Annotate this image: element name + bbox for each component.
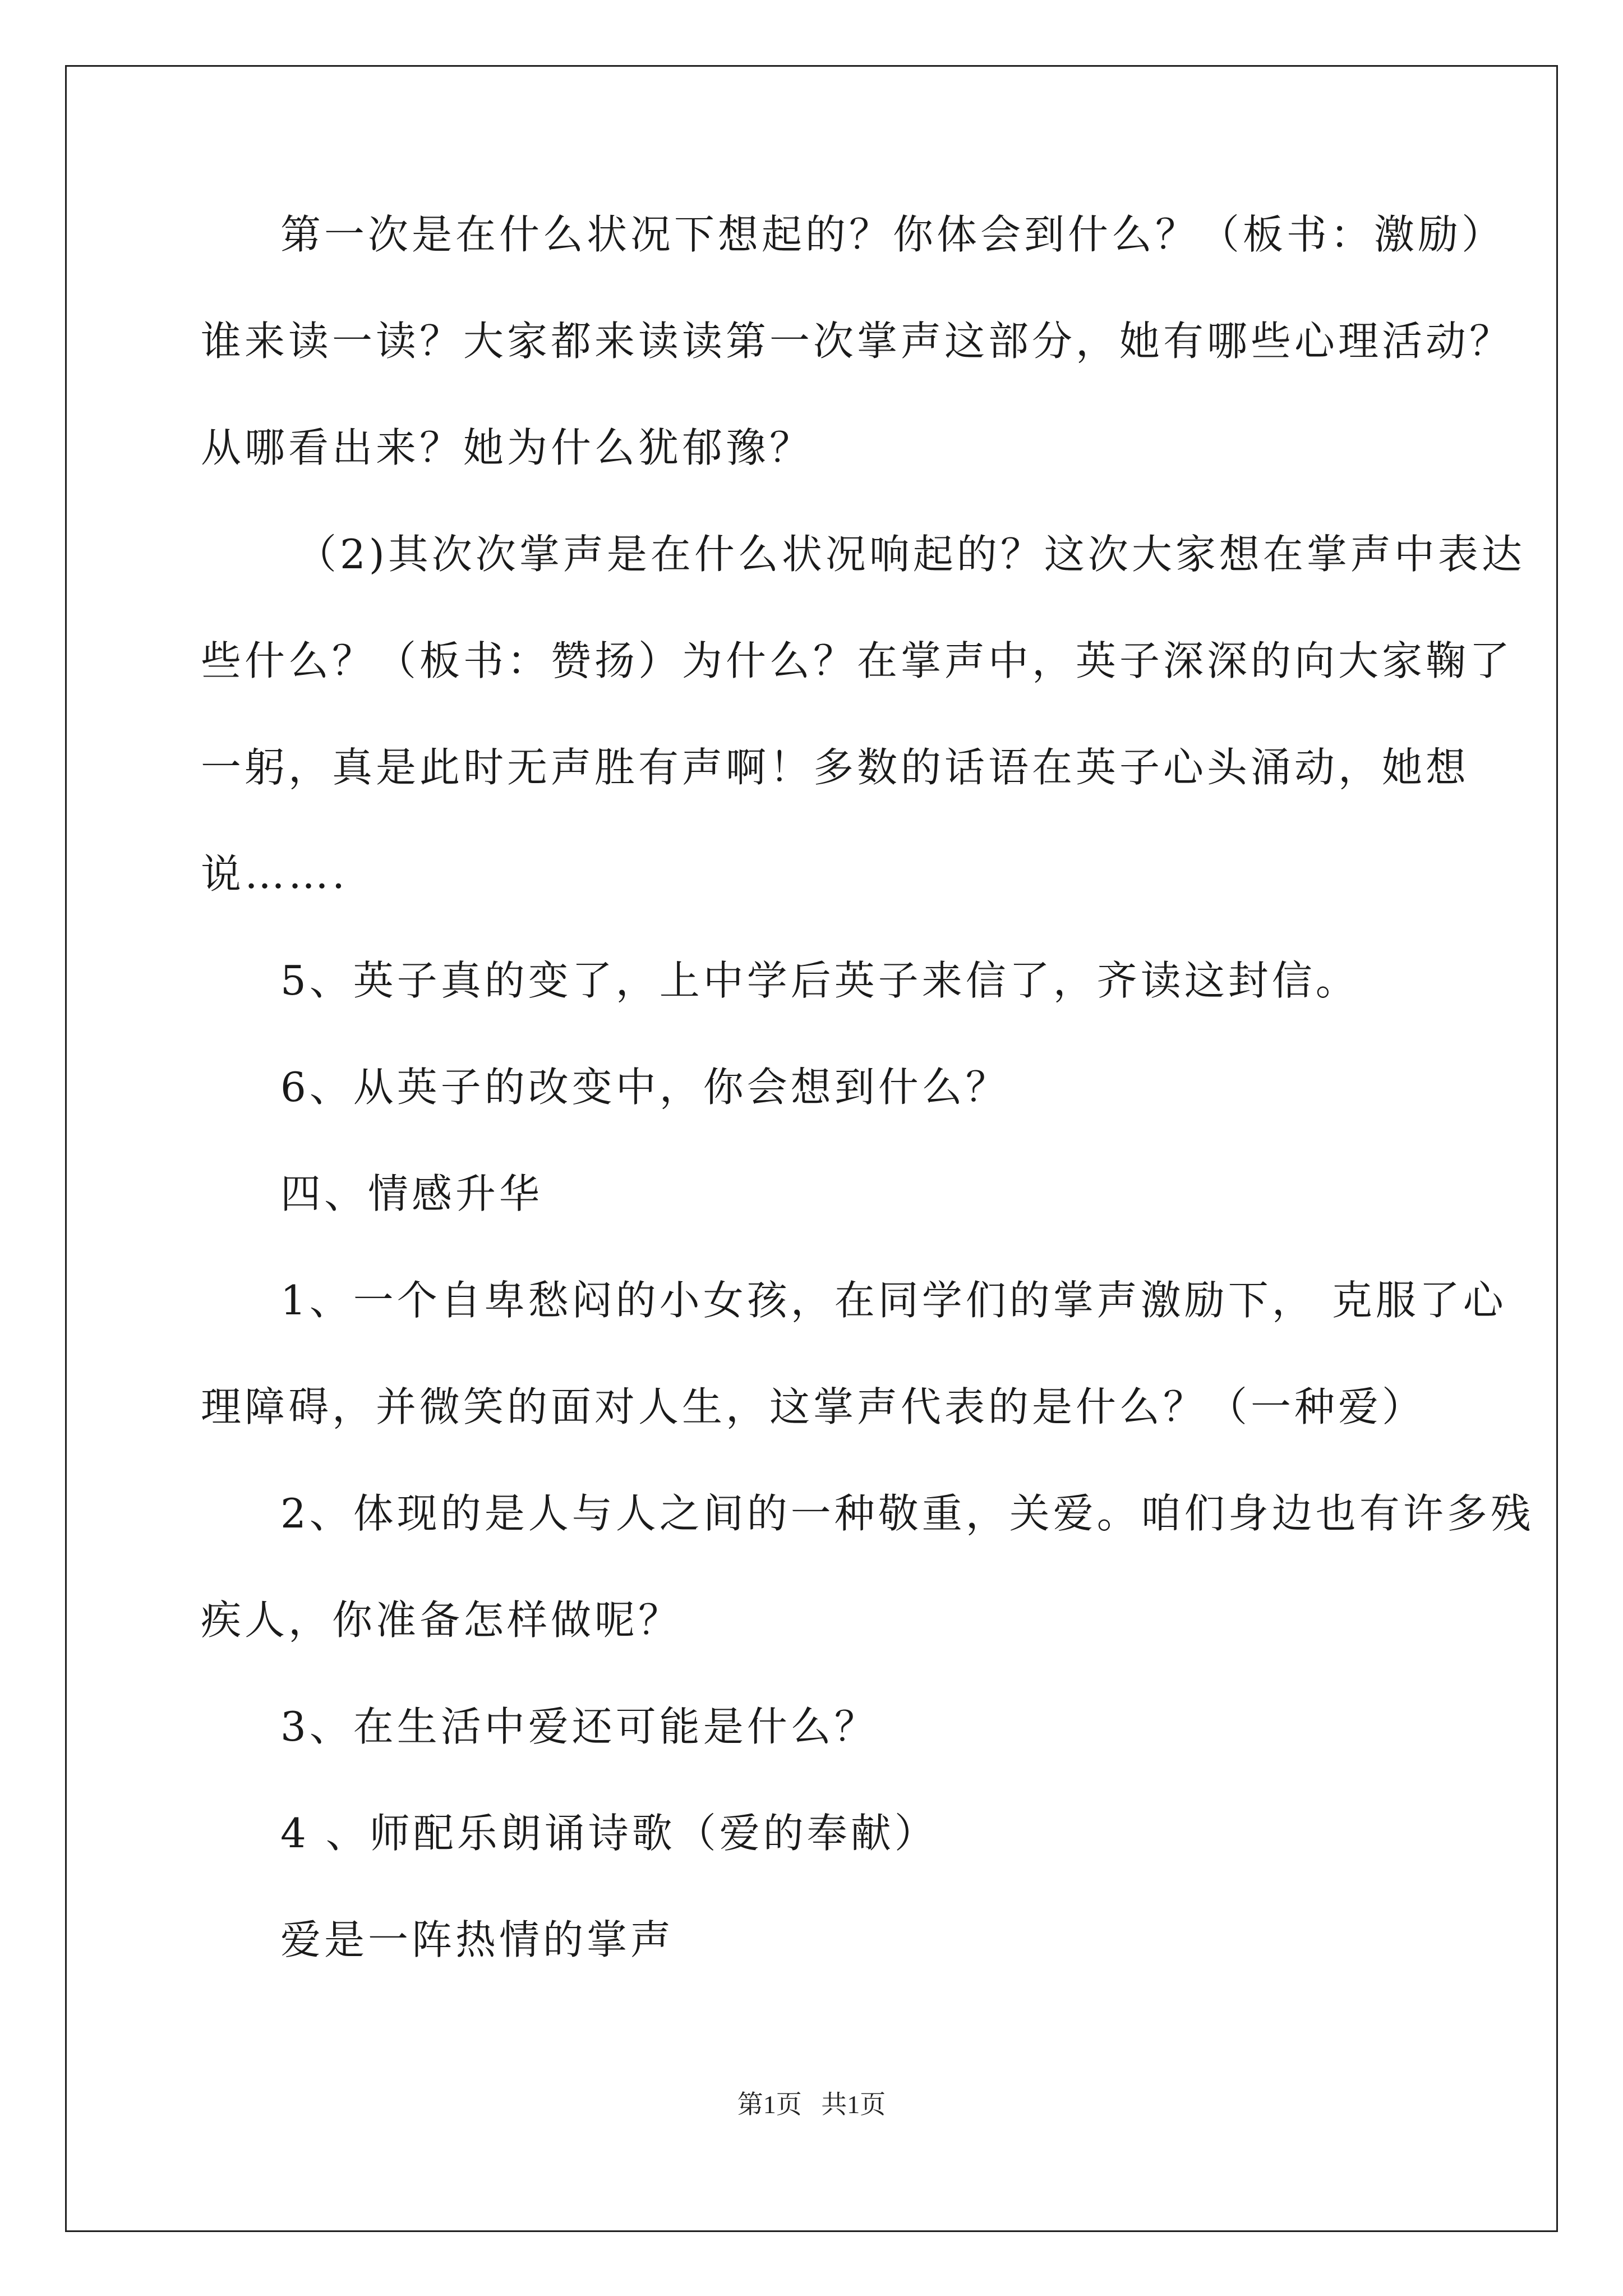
- text-line: 些什么？（板书：赞扬）为什么？在掌声中，英子深深的向大家鞠了: [201, 637, 1514, 684]
- text-line: （2)其次次掌声是在什么状况响起的？这次大家想在掌声中表达: [296, 531, 1525, 578]
- page-border: [65, 65, 1558, 2232]
- text-line: 5、英子真的变了，上中学后英子来信了，齐读这封信。: [280, 957, 1359, 1004]
- text-line: 说…….: [201, 850, 348, 898]
- text-line: 第一次是在什么状况下想起的？你体会到什么？（板书：激励）: [280, 211, 1506, 258]
- text-line: 1、一个自卑愁闷的小女孩，在同学们的掌声激励下， 克服了心: [280, 1277, 1507, 1324]
- page-footer: 第1页 共1页: [737, 2090, 886, 2119]
- text-line: 理障碍，并微笑的面对人生，这掌声代表的是什么？（一种爱）: [201, 1383, 1426, 1430]
- text-line: 爱是一阵热情的掌声: [280, 1916, 675, 1963]
- text-line: 疾人，你准备怎样做呢？: [201, 1596, 683, 1644]
- text-line: 从哪看出来？她为什么犹郁豫？: [201, 424, 814, 471]
- section-heading: 四、情感升华: [280, 1170, 543, 1217]
- text-line: 3、在生活中爱还可能是什么？: [280, 1703, 878, 1750]
- text-line: 4 、师配乐朗诵诗歌（爱的奉献）: [280, 1810, 938, 1857]
- text-line: 一躬，真是此时无声胜有声啊！多数的话语在英子心头涌动，她想: [201, 744, 1470, 791]
- text-line: 6、从英子的改变中，你会想到什么？: [280, 1064, 1009, 1111]
- text-line: 2、体现的是人与人之间的一种敬重，关爱。咱们身边也有许多残: [280, 1490, 1534, 1537]
- text-line: 谁来读一读？大家都来读读第一次掌声这部分，她有哪些心理活动？: [201, 318, 1514, 365]
